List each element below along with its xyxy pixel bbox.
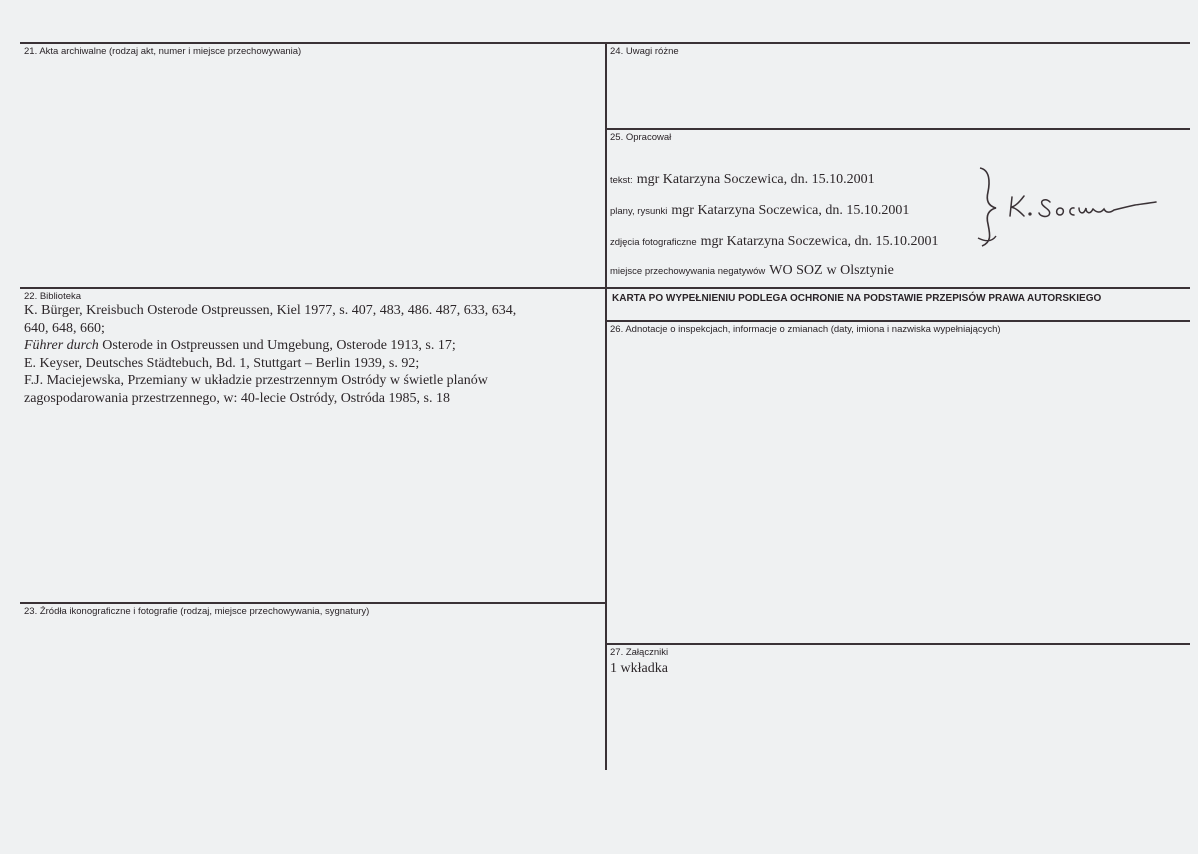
miejsce-suffix: w Olsztynie xyxy=(826,263,894,278)
copyright-notice: KARTA PO WYPEŁNIENIU PODLEGA OCHRONIE NA PODSTAWIE PRZEPISÓW PRAWA AUTORSKIEGO xyxy=(612,293,1102,304)
curly-brace-icon xyxy=(980,168,996,246)
rule-notice xyxy=(606,287,1190,289)
rule-26 xyxy=(606,320,1190,322)
section-21-label: 21. Akta archiwalne (rodzaj akt, numer i miejsce przechowywania) xyxy=(24,46,302,57)
section-26-label: 26. Adnotacje o inspekcjach, informacje o zmianach (daty, imiona i nazwiska wypełniających) xyxy=(610,324,1001,335)
handwritten-signature-icon xyxy=(1010,196,1156,216)
miejsce-value: WO SOZ xyxy=(769,263,823,278)
rule-23 xyxy=(20,602,605,604)
plany-label: plany, rysunki xyxy=(610,206,668,217)
plany-value: mgr Katarzyna Soczewica, dn. 15.10.2001 xyxy=(671,203,910,218)
rule-27 xyxy=(606,643,1190,645)
bibliography-line: E. Keyser, Deutsches Städtebuch, Bd. 1, Stuttgart – Berlin 1939, s. 92; xyxy=(24,355,420,371)
rule-22 xyxy=(20,287,605,289)
bibliography-line: K. Bürger, Kreisbuch Osterode Ostpreussen, Kiel 1977, s. 407, 483, 486. 487, 633, 634, xyxy=(24,303,517,318)
bibliography-list xyxy=(24,302,604,407)
section-23-label: 23. Źródła ikonograficzne i fotografie (rodzaj, miejsce przechowywania, sygnatury) xyxy=(24,606,370,617)
attachments-value: 1 wkładka xyxy=(610,661,668,676)
bibliography-line: 640, 648, 660; xyxy=(24,320,105,336)
plany-row xyxy=(610,201,909,219)
brace-tail-icon xyxy=(978,236,996,241)
section-24-label: 24. Uwagi różne xyxy=(610,46,679,57)
rule-25 xyxy=(606,128,1190,130)
zdjecia-value: mgr Katarzyna Soczewica, dn. 15.10.2001 xyxy=(700,234,939,249)
section-25-label: 25. Opracował xyxy=(610,132,672,143)
zdjecia-row xyxy=(610,232,939,250)
tekst-row xyxy=(610,170,875,188)
italic-title: Führer durch xyxy=(24,338,99,353)
center-divider xyxy=(605,42,607,770)
miejsce-row xyxy=(610,261,894,279)
bibliography-line: Führer durch Osterode in Ostpreussen und Umgebung, Osterode 1913, s. 17; xyxy=(24,338,456,353)
bibliography-line: F.J. Maciejewska, Przemiany w układzie przestrzennym Ostródy w świetle planów xyxy=(24,373,488,388)
bibliography-line: zagospodarowania przestrzennego, w: 40-lecie Ostródy, Ostróda 1985, s. 18 xyxy=(24,390,450,406)
tekst-label: tekst: xyxy=(610,175,633,186)
brace-and-signature xyxy=(960,160,1170,255)
miejsce-label: miejsce przechowywania negatywów xyxy=(610,266,766,277)
zdjecia-label: zdjęcia fotograficzne xyxy=(610,237,697,248)
tekst-value: mgr Katarzyna Soczewica, dn. 15.10.2001 xyxy=(636,172,875,187)
section-22-label: 22. Biblioteka xyxy=(24,291,82,302)
section-27-label: 27. Załączniki xyxy=(610,647,669,658)
